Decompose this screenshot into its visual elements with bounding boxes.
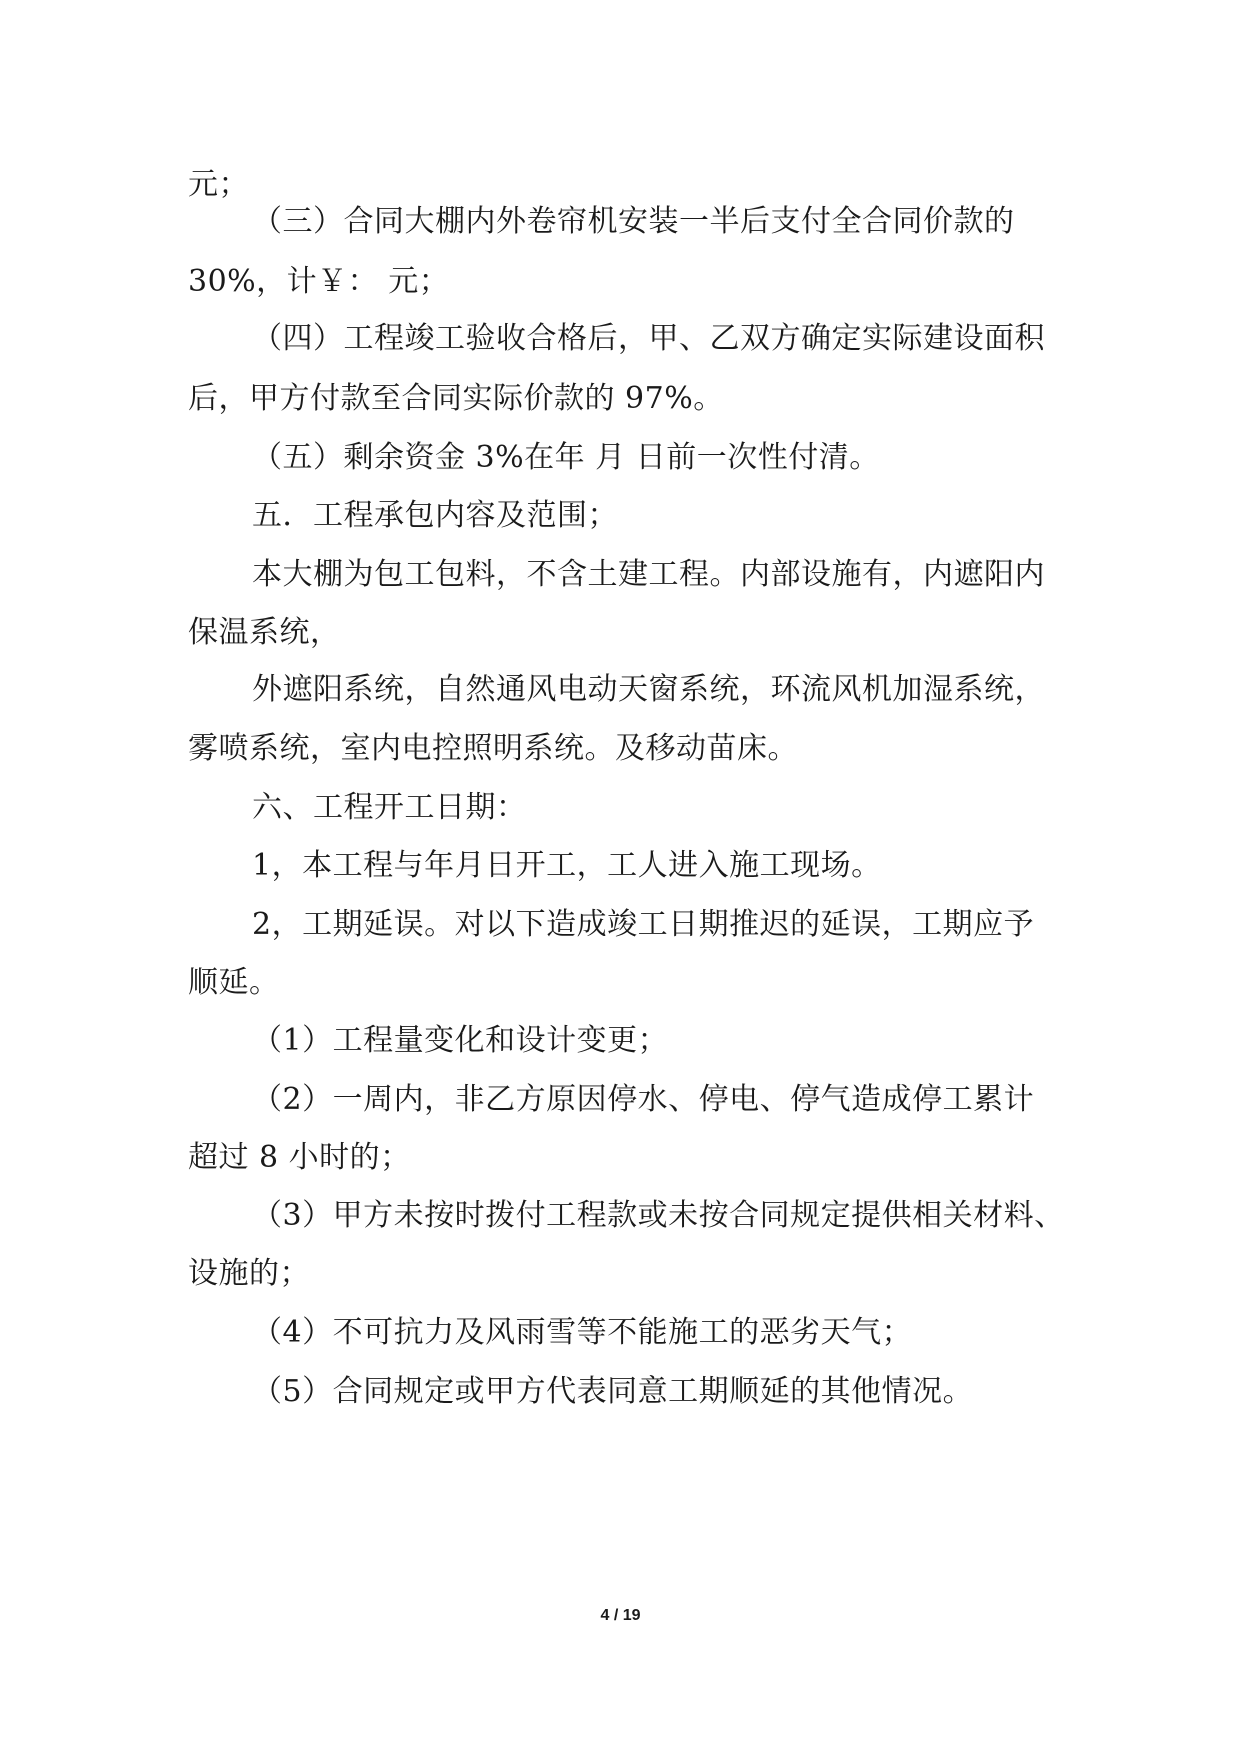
text-line: （1）工程量变化和设计变更； [252,1023,669,1058]
text-line: （2）一周内，非乙方原因停水、停电、停气造成停工累计 [252,1082,1035,1117]
text-line: 元； [188,167,249,202]
text-line: 30%，计￥： 元； [188,264,450,299]
section-heading: 五．工程承包内容及范围； [252,498,618,533]
text-line: （3）甲方未按时拨付工程款或未按合同规定提供相关材料、 [252,1198,1065,1233]
text-line: 后，甲方付款至合同实际价款的 97%。 [188,381,724,416]
text-line: 本大棚为包工包料，不含土建工程。内部设施有，内遮阳内 [252,557,1045,592]
text-line: 外遮阳系统，自然通风电动天窗系统，环流风机加湿系统， [252,672,1045,707]
text-line: （五）剩余资金 3%在年 月 日前一次性付清。 [252,440,880,475]
text-line: 2，工期延误。对以下造成竣工日期推迟的延误，工期应予 [252,907,1035,942]
text-line: 1，本工程与年月日开工，工人进入施工现场。 [252,848,882,883]
text-line: 顺延。 [188,965,280,1000]
text-line: 雾喷系统，室内电控照明系统。及移动苗床。 [188,731,798,766]
text-line: 设施的； [188,1256,310,1291]
text-line: （三）合同大棚内外卷帘机安装一半后支付全合同价款的 [252,204,1015,239]
text-line: 保温系统， [188,615,341,650]
section-heading: 六、工程开工日期： [252,790,527,825]
text-line: （4）不可抗力及风雨雪等不能施工的恶劣天气； [252,1315,913,1350]
text-line: （5）合同规定或甲方代表同意工期顺延的其他情况。 [252,1374,974,1409]
text-line: （四）工程竣工验收合格后，甲、乙双方确定实际建设面积 [252,321,1045,356]
page-number: 4 / 19 [600,1607,641,1624]
text-line: 超过 8 小时的； [188,1140,411,1175]
